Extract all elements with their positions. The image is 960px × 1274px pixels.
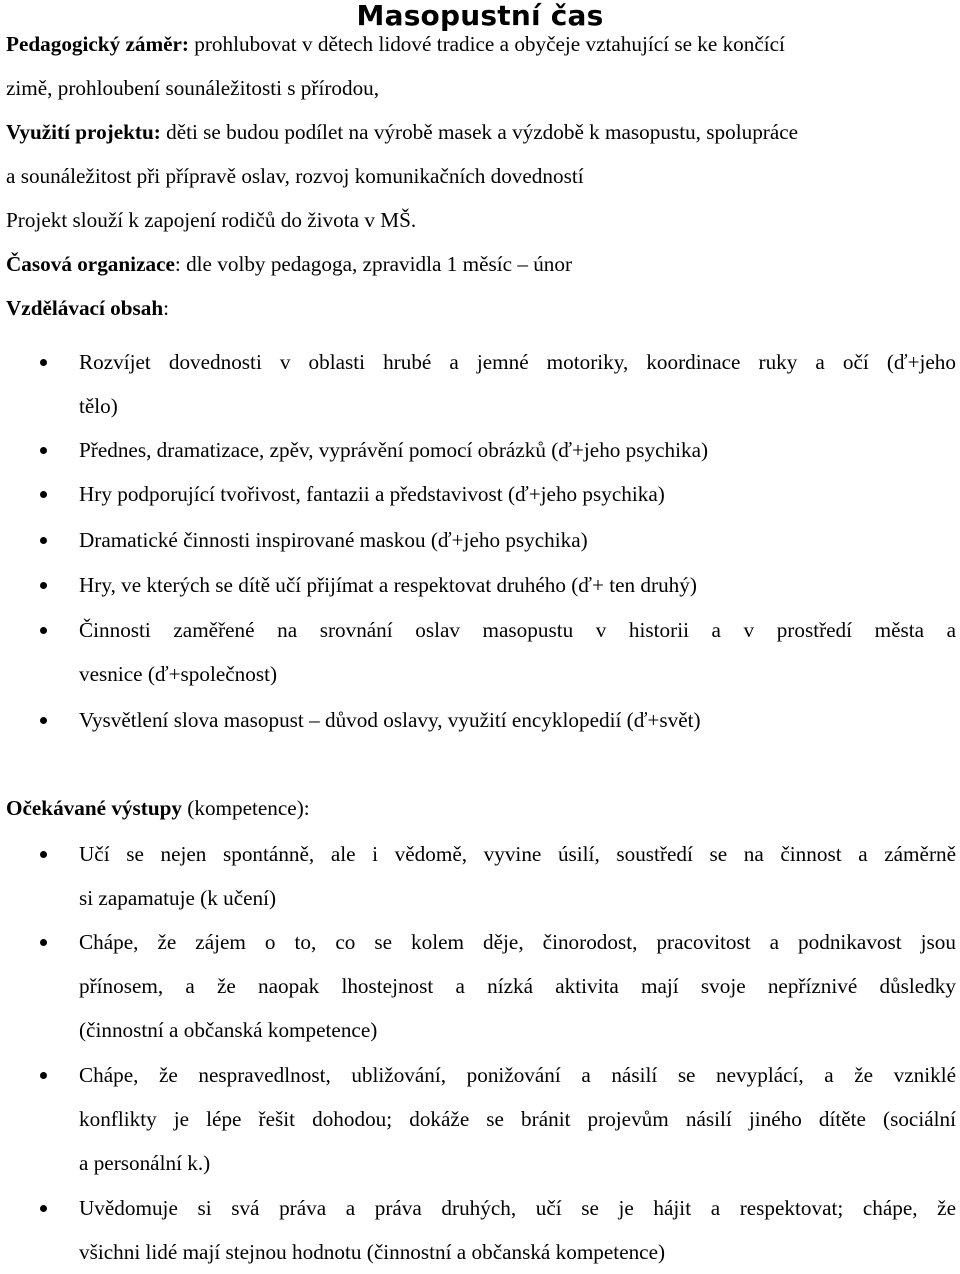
vyuziti-projektu-line-2: a sounáležitost při přípravě oslav, rozvoj komunikačních dovedností bbox=[6, 164, 584, 188]
bullet-icon bbox=[40, 447, 47, 454]
pedagogicky-zamer-line-2: zimě, prohloubení sounáležitosti s přírodou, bbox=[6, 76, 380, 100]
ocekavane-vystupy-colon: : bbox=[303, 796, 310, 820]
ocekavane-vystupy-label: Očekávané výstupy bbox=[6, 796, 182, 820]
pedagogicky-zamer-text: prohlubovat v dětech lidové tradice a obyčeje vztahující se ke končící bbox=[188, 32, 785, 56]
vystupy-item-line: a personální k.) bbox=[79, 1151, 211, 1175]
vyuziti-projektu-label: Využití projektu: bbox=[6, 120, 161, 144]
vystupy-item-line: Učí se nejen spontánně, ale i vědomě, vyvine úsilí, soustředí se na činnost a záměrně bbox=[79, 842, 956, 866]
obsah-item-line: Činnosti zaměřené na srovnání oslav masopustu v historii a v prostředí města a bbox=[79, 618, 956, 642]
obsah-item-text bbox=[79, 518, 956, 562]
vystupy-item-line: všichni lidé mají stejnou hodnotu (činnostní a občanská kompetence) bbox=[79, 1240, 666, 1264]
obsah-item-text bbox=[79, 428, 956, 472]
bullet-icon bbox=[40, 491, 47, 498]
vystupy-item-line: Uvědomuje si svá práva a práva druhých, učí se je hájit a respektovat; chápe, že bbox=[79, 1196, 956, 1220]
obsah-item-text bbox=[79, 608, 956, 696]
obsah-item-text bbox=[79, 472, 956, 516]
bullet-icon bbox=[40, 582, 47, 589]
vystupy-item-text bbox=[79, 1186, 956, 1274]
pedagogicky-zamer-line-1 bbox=[6, 22, 956, 66]
ocekavane-vystupy-heading bbox=[6, 786, 956, 830]
casova-organizace-text: : dle volby pedagoga, zpravidla 1 měsíc – únor bbox=[174, 252, 573, 276]
vystupy-item-text bbox=[79, 832, 956, 920]
vyuziti-projektu-text: děti se budou podílet na výrobě masek a výzdobě k masopustu, spolupráce bbox=[160, 120, 799, 144]
obsah-item-line: Vysvětlení slova masopust – důvod oslavy, využití encyklopedií (ď+svět) bbox=[79, 708, 701, 732]
obsah-item-line: Hry podporující tvořivost, fantazii a představivost (ď+jeho psychika) bbox=[79, 482, 665, 506]
obsah-item-line: Rozvíjet dovednosti v oblasti hrubé a jemné motoriky, koordinace ruky a očí (ď+jeho bbox=[79, 350, 956, 374]
obsah-item-text bbox=[79, 340, 956, 428]
bullet-icon bbox=[40, 851, 47, 858]
vzdelavaci-obsah-heading bbox=[6, 286, 956, 330]
bullet-icon bbox=[40, 717, 47, 724]
casova-organizace-line bbox=[6, 242, 956, 286]
obsah-item-line: Hry, ve kterých se dítě učí přijímat a respektovat druhého (ď+ ten druhý) bbox=[79, 573, 697, 597]
bullet-icon bbox=[40, 1205, 47, 1212]
vzdelavaci-obsah-label: Vzdělávací obsah bbox=[6, 296, 164, 320]
obsah-item-line: vesnice (ď+společnost) bbox=[79, 662, 278, 686]
casova-organizace-label: Časová organizace bbox=[6, 252, 175, 276]
pedagogicky-zamer-label: Pedagogický záměr: bbox=[6, 32, 189, 56]
bullet-icon bbox=[40, 627, 47, 634]
vystupy-item-line: Chápe, že nespravedlnost, ubližování, ponižování a násilí se nevyplácí, a že vzniklé bbox=[79, 1063, 956, 1087]
obsah-item-line: tělo) bbox=[79, 394, 118, 418]
vzdelavaci-obsah-colon: : bbox=[163, 296, 170, 320]
bullet-icon bbox=[40, 359, 47, 366]
bullet-icon bbox=[40, 1072, 47, 1079]
ocekavane-vystupy-label-rest: (kompetence) bbox=[182, 796, 304, 820]
obsah-item-text bbox=[79, 563, 956, 607]
vystupy-item-line: přínosem, a že naopak lhostejnost a nízká aktivita mají svoje nepříznivé důsledky bbox=[79, 974, 956, 998]
vystupy-item-text bbox=[79, 920, 956, 1052]
bullet-icon bbox=[40, 939, 47, 946]
vystupy-item-line: konflikty je lépe řešit dohodou; dokáže se bránit projevům násilí jiného dítěte (sociální bbox=[79, 1107, 956, 1131]
projekt-slouzi-line: Projekt slouží k zapojení rodičů do života v MŠ. bbox=[6, 208, 417, 232]
vystupy-item-line: (činnostní a občanská kompetence) bbox=[79, 1018, 378, 1042]
obsah-item-text bbox=[79, 698, 956, 742]
obsah-item-line: Přednes, dramatizace, zpěv, vyprávění pomocí obrázků (ď+jeho psychika) bbox=[79, 438, 709, 462]
bullet-icon bbox=[40, 537, 47, 544]
vystupy-item-line: si zapamatuje (k učení) bbox=[79, 886, 277, 910]
page-title: Masopustní čas bbox=[356, 0, 604, 32]
obsah-item-line: Dramatické činnosti inspirované maskou (ď+jeho psychika) bbox=[79, 528, 588, 552]
vystupy-item-text bbox=[79, 1053, 956, 1185]
vyuziti-projektu-line-1 bbox=[6, 110, 956, 154]
vystupy-item-line: Chápe, že zájem o to, co se kolem děje, činorodost, pracovitost a podnikavost jsou bbox=[79, 930, 956, 954]
